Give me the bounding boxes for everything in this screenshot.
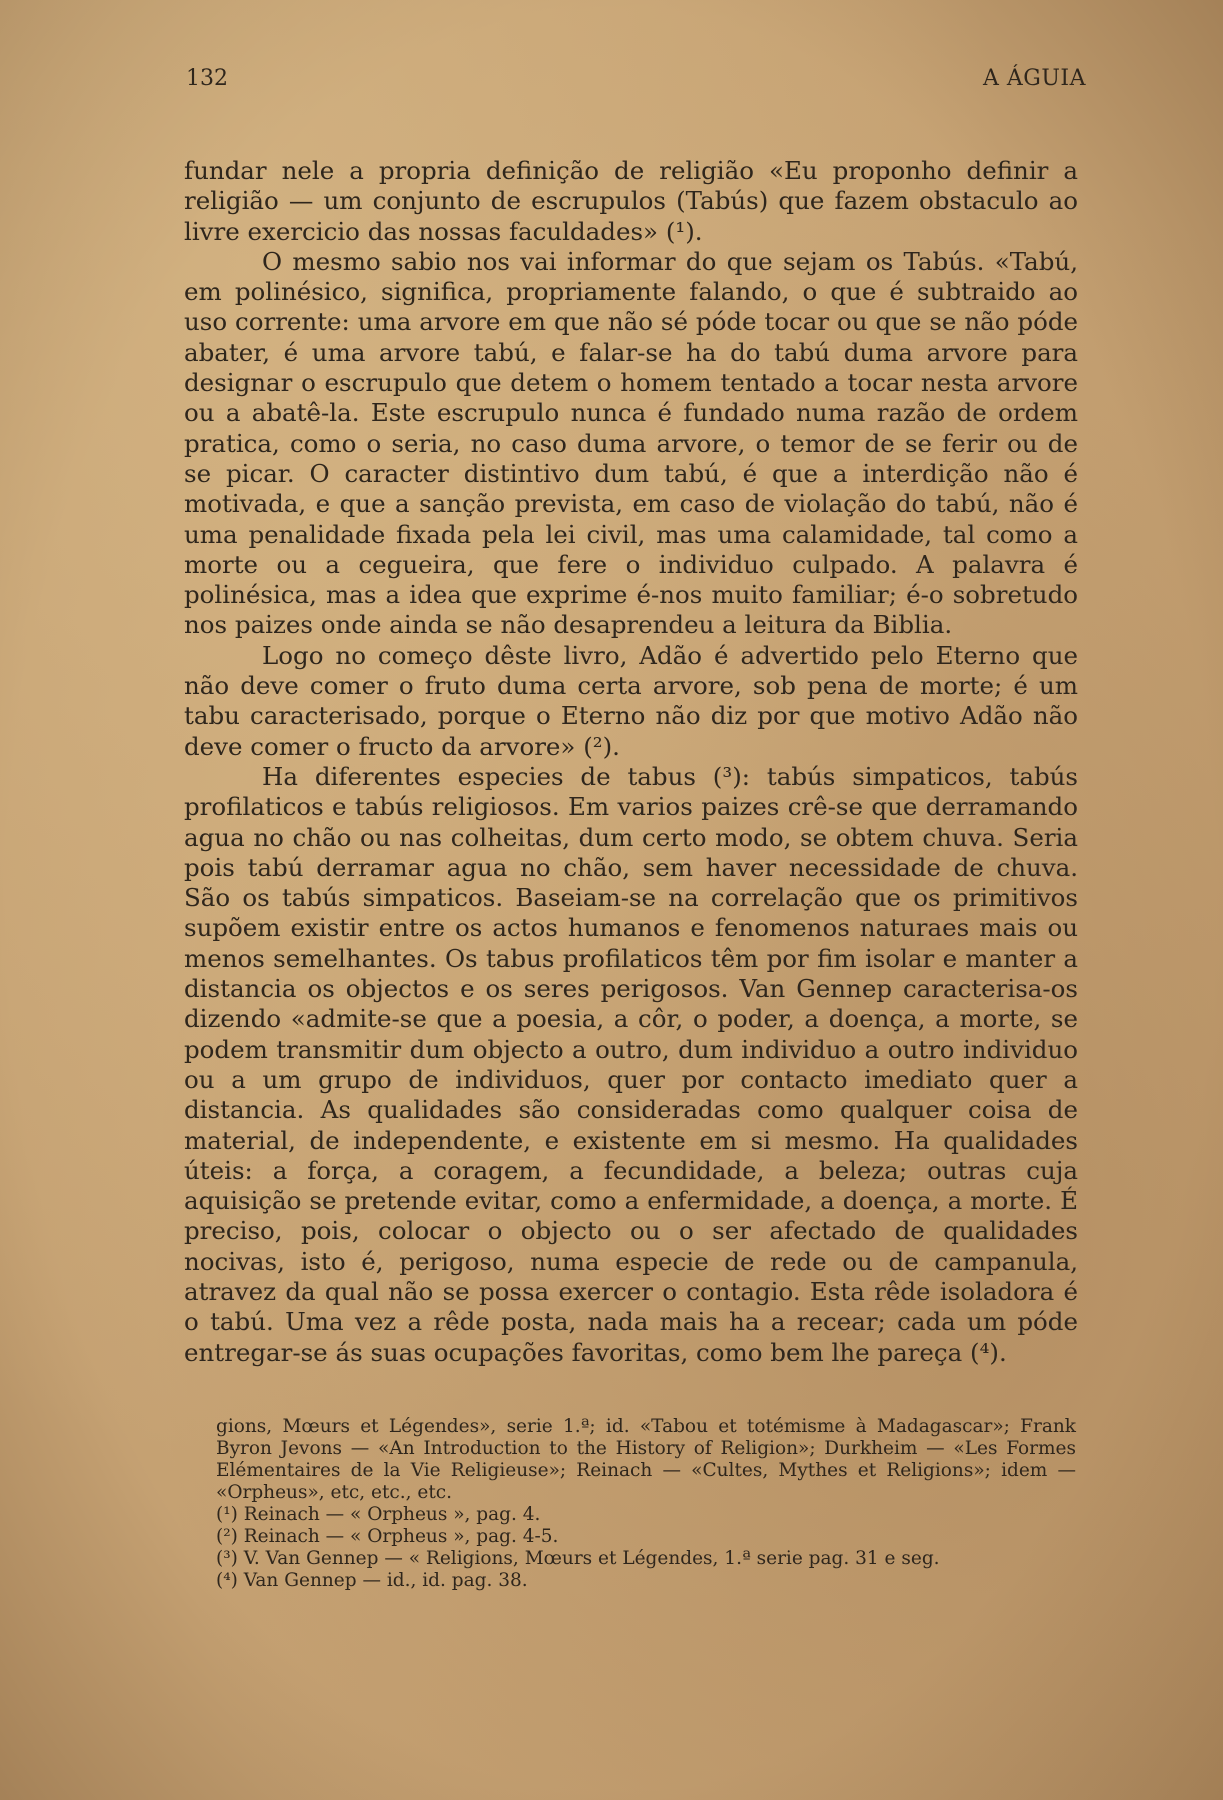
page-number: 132 [186, 66, 228, 91]
footnote: (¹) Reinach — « Orpheus », pag. 4. [216, 1504, 541, 1525]
running-title: A ÁGUIA [983, 66, 1086, 91]
footnote-continuation: gions, Mœurs et Légendes», serie 1.ª; id. «Tabou et totémisme à Madagascar»; Frank Byron Jevons — «An Introduction to the History of Religion»; Durkheim — «Les Formes Elémentaires de la Vie Religieuse»; Reinach — «Cultes, Mythes et Religions»; idem — «Orpheus», etc, etc., etc. [216, 1416, 1076, 1503]
paragraph: Ha diferentes especies de tabus (³): tabús simpaticos, tabús profilaticos e tabús religiosos. Em varios paizes crê-se que derramando agua no chão ou nas colheitas, dum certo modo, se obtem chuva. Seria pois tabú derramar agua no chão, sem haver necessidade de chuva. São os tabús simpaticos. Baseiam-se na correlação que os primitivos supõem existir entre os actos humanos e fenomenos naturaes mais ou menos semelhantes. Os tabus profilaticos têm por fim isolar e manter a distancia os objectos e os seres perigosos. Van Gennep caracterisa-os dizendo «admite-se que a poesia, a côr, o poder, a doença, a morte, se podem transmitir dum objecto a outro, dum individuo a outro individuo ou a um grupo de individuos, quer por contacto imediato quer a distancia. As qualidades são consideradas como qualquer coisa de material, de independente, e existente em si mesmo. Ha qualidades úteis: a força, a coragem, a fecundidade, a beleza; outras cuja aquisição se pretende evitar, como a enfermidade, a doença, a morte. É preciso, pois, colocar o objecto ou o ser afectado de qualidades nocivas, isto é, perigoso, numa especie de rede ou de campanula, atravez da qual não se possa exercer o contagio. Esta rêde isoladora é o tabú. Uma vez a rêde posta, nada mais ha a recear; cada um póde entregar-se ás suas ocupações favoritas, como bem lhe pareça (⁴). [184, 761, 1078, 1367]
paragraph: fundar nele a propria definição de religião «Eu proponho definir a religião — um conjunto de escrupulos (Tabús) que fazem obstaculo ao livre exercicio das nossas faculdades» (¹). [184, 156, 1078, 246]
page-header [186, 66, 1086, 106]
footnote: (³) V. Van Gennep — « Religions, Mœurs et Légendes, 1.ª serie pag. 31 e seg. [216, 1548, 940, 1569]
footnotes [216, 1416, 1076, 1592]
main-text [184, 156, 1078, 1368]
paragraph: O mesmo sabio nos vai informar do que sejam os Tabús. «Tabú, em polinésico, significa, propriamente falando, o que é subtraido ao uso corrente: uma arvore em que não sé póde tocar ou que se não póde abater, é uma arvore tabú, e falar-se ha do tabú duma arvore para designar o escrupulo que detem o homem tentado a tocar nesta arvore ou a abatê-la. Este escrupulo nunca é fundado numa razão de ordem pratica, como o seria, no caso duma arvore, o temor de se ferir ou de se picar. O caracter distintivo dum tabú, é que a interdição não é motivada, e que a sanção prevista, em caso de violação do tabú, não é uma penalidade fixada pela lei civil, mas uma calamidade, tal como a morte ou a cegueira, que fere o individuo culpado. A palavra é polinésica, mas a idea que exprime é-nos muito familiar; é-o sobretudo nos paizes onde ainda se não desaprendeu a leitura da Biblia. [184, 246, 1078, 640]
paragraph: Logo no começo dêste livro, Adão é advertido pelo Eterno que não deve comer o fruto duma certa arvore, sob pena de morte; é um tabu caracterisado, porque o Eterno não diz por que motivo Adão não deve comer o fructo da arvore» (²). [184, 640, 1078, 761]
footnote: (²) Reinach — « Orpheus », pag. 4-5. [216, 1526, 559, 1547]
footnote: (⁴) Van Gennep — id., id. pag. 38. [216, 1570, 528, 1591]
